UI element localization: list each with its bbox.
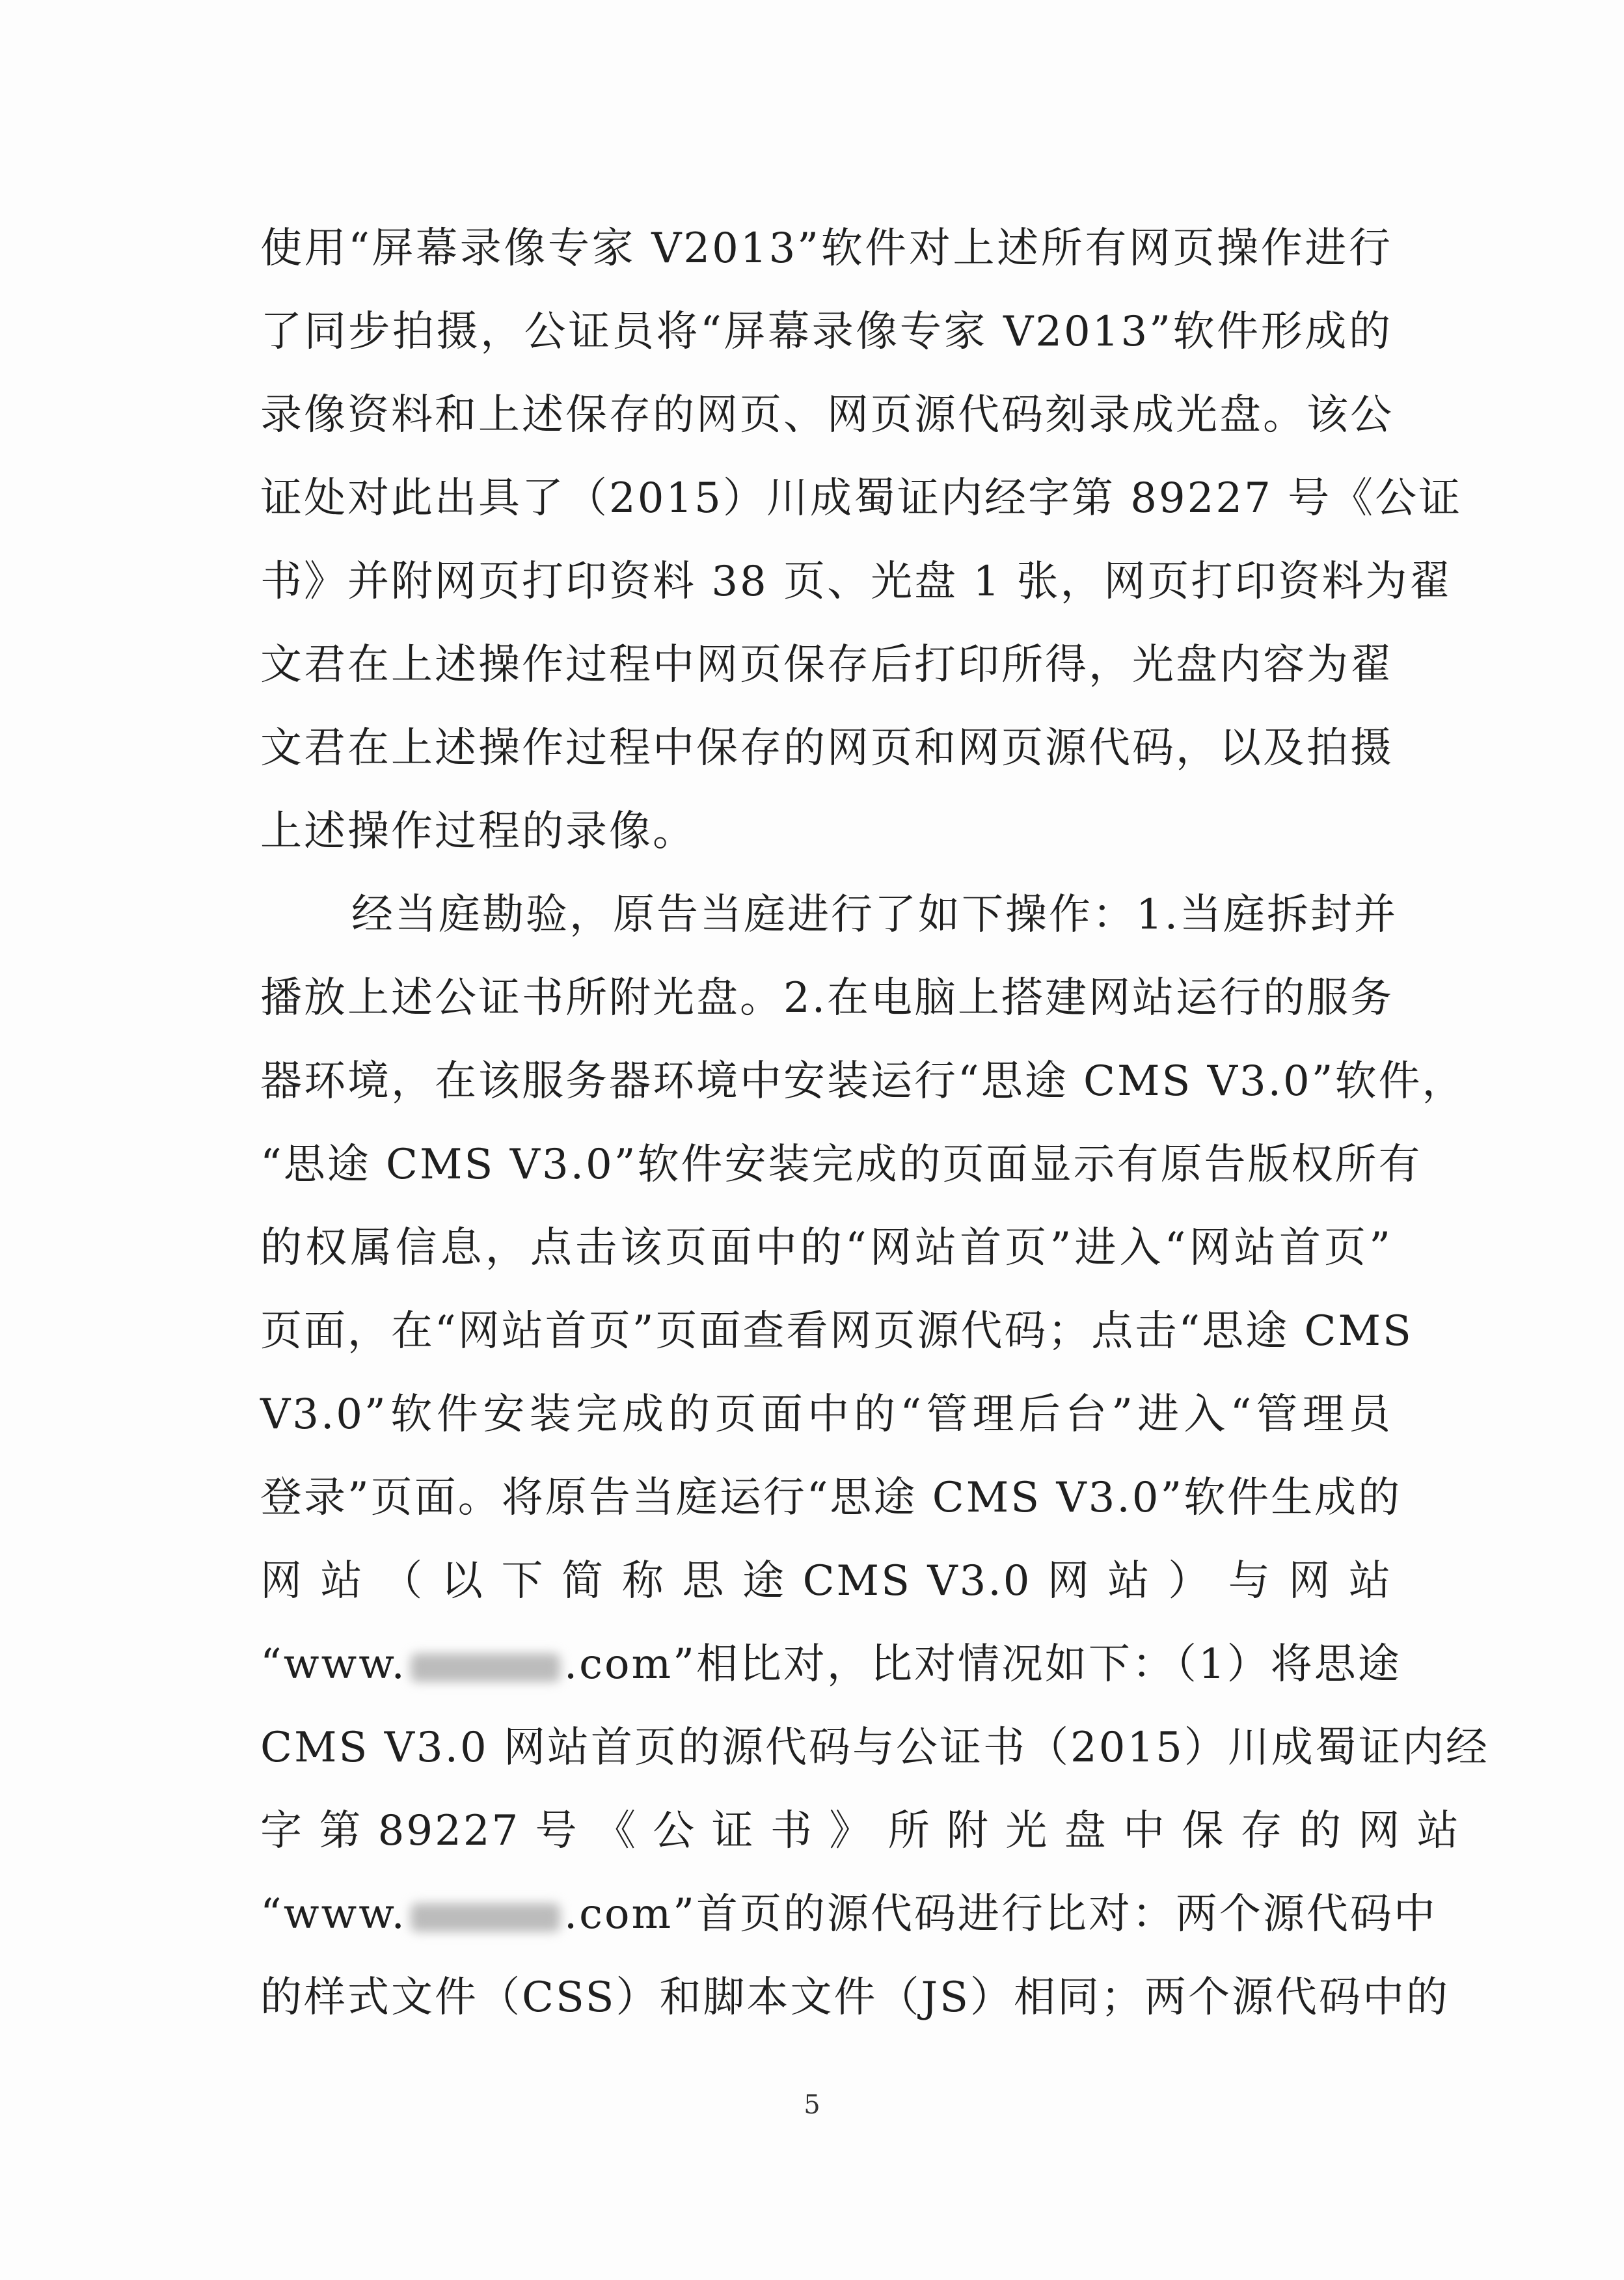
text-line: 的样式文件（CSS）和脚本文件（JS）相同；两个源代码中的 xyxy=(260,1974,1450,2022)
url-prefix: “www. xyxy=(260,1640,407,1689)
url-suffix: .com”相比对，比对情况如下：（1）将思途 xyxy=(563,1640,1401,1689)
text-line: 了同步拍摄，公证员将“屏幕录像专家 V2013”软件形成的 xyxy=(260,308,1392,356)
text-line: 的权属信息，点击该页面中的“网站首页”进入“网站首页” xyxy=(260,1224,1392,1272)
text-line: 登录”页面。将原告当庭运行“思途 CMS V3.0”软件生成的 xyxy=(260,1474,1402,1522)
text-line: 录像资料和上述保存的网页、网页源代码刻录成光盘。该公 xyxy=(260,391,1394,439)
text-line: 字 第 89227 号 《 公 证 书 》 所 附 光 盘 中 保 存 的 网 站 xyxy=(260,1807,1461,1855)
text-line: V3.0”软件安装完成的页面中的“管理后台”进入“管理员 xyxy=(260,1391,1392,1439)
url-prefix: “www. xyxy=(260,1890,407,1938)
text-line: 页面，在“网站首页”页面查看网页源代码；点击“思途 CMS xyxy=(260,1307,1413,1355)
text-line: 播放上述公证书所附光盘。2.在电脑上搭建网站运行的服务 xyxy=(260,974,1394,1022)
text-line: 上述操作过程的录像。 xyxy=(260,808,696,856)
text-line: 网 站 （ 以 下 简 称 思 途 CMS V3.0 网 站 ） 与 网 站 xyxy=(260,1557,1392,1605)
text-line: 文君在上述操作过程中保存的网页和网页源代码，以及拍摄 xyxy=(260,724,1394,772)
body-text xyxy=(260,207,1489,2039)
redacted-domain xyxy=(411,1903,560,1932)
paragraph-start-line: 经当庭勘验，原告当庭进行了如下操作：1.当庭拆封并 xyxy=(351,891,1398,939)
page-number: 5 xyxy=(804,2090,820,2120)
text-line: 器环境，在该服务器环境中安装运行“思途 CMS V3.0”软件， xyxy=(260,1057,1466,1106)
text-line: “思途 CMS V3.0”软件安装完成的页面显示有原告版权所有 xyxy=(260,1141,1422,1189)
text-line: 使用“屏幕录像专家 V2013”软件对上述所有网页操作进行 xyxy=(260,224,1392,273)
text-line: 文君在上述操作过程中网页保存后打印所得，光盘内容为翟 xyxy=(260,641,1394,689)
text-line: CMS V3.0 网站首页的源代码与公证书（2015）川成蜀证内经 xyxy=(260,1724,1489,1772)
url-suffix: .com”首页的源代码进行比对：两个源代码中 xyxy=(563,1890,1437,1938)
url-line xyxy=(260,1873,1437,1956)
text-line: 证处对此出具了（2015）川成蜀证内经字第 89227 号《公证 xyxy=(260,474,1463,522)
text-line: 书》并附网页打印资料 38 页、光盘 1 张，网页打印资料为翟 xyxy=(260,558,1453,606)
redacted-domain xyxy=(411,1653,560,1682)
url-line xyxy=(260,1623,1401,1706)
